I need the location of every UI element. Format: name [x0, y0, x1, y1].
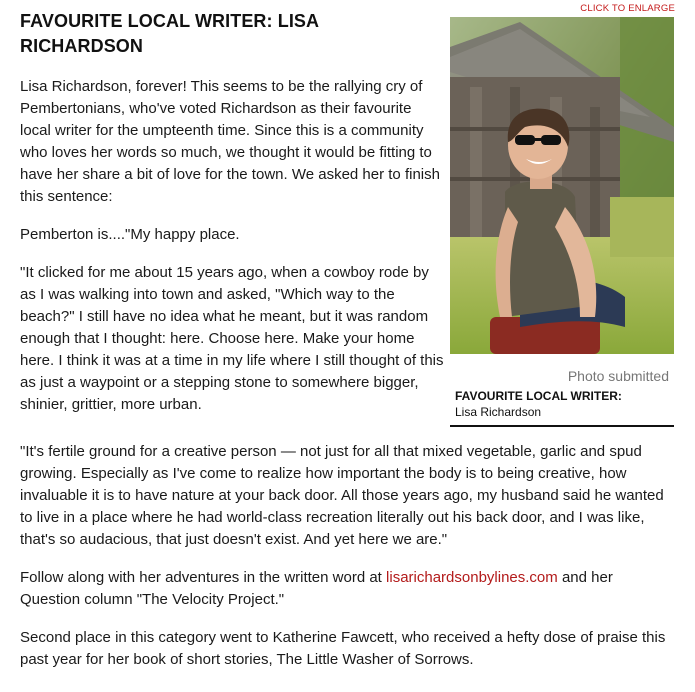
caption-title: FAVOURITE LOCAL WRITER:	[455, 389, 622, 403]
paragraph-intro: Lisa Richardson, forever! This seems to be the rallying cry of Pembertonians, who've voted Richardson as their favourite local writer for the umpteenth time. Since this is a community who loves her words so much, we thought it would be fitting to have her share a bit of love for the town. We asked her to finish this sentence:	[20, 78, 440, 205]
follow-along-text: Follow along with her adventures in the written word at	[20, 569, 387, 586]
article-figure	[450, 0, 675, 430]
article-headline: FAVOURITE LOCAL WRITER: LISA RICHARDSON	[20, 11, 319, 56]
paragraph-cowboy-quote: "It clicked for me about 15 years ago, when a cowboy rode by as I was walking into town and asked, "Which way to the beach?" I still have no idea what he meant, but it was random enough that I thought: here. Choose here. Make your home here. I think it was at a time in my life where I still thought of this as just a waypoint or a stepping stone to somewhere bigger, shinier, grittier, more urban.	[20, 264, 444, 413]
caption-divider	[450, 425, 674, 427]
caption-name: Lisa Richardson	[455, 405, 542, 419]
paragraph-follow-along	[20, 567, 675, 611]
paragraph-fertile-ground: "It's fertile ground for a creative person — not just for all that mixed vegetable, garlic and spud growing. Especially as I've come to realize how important the body is to being creative, how invaluable it is to have nature at your back door. All those years ago, my husband said he wanted to live in a place where he had world-class recreation literally out his back door, and I was like, that's so audacious, that just doesn't exist. And yet here we are."	[20, 443, 664, 548]
writer-photo[interactable]	[450, 17, 674, 354]
paragraph-second-place: Second place in this category went to Katherine Fawcett, who received a hefty dose of praise this past year for her book of short stories, The Little Washer of Sorrows.	[20, 629, 666, 668]
follow-along-text-end: and her Question column "The Velocity Project."	[20, 569, 613, 608]
paragraph-sentence: Pemberton is...."My happy place.	[20, 226, 240, 243]
writer-photo-image	[450, 17, 674, 354]
article-intro	[20, 76, 445, 432]
article-body	[20, 441, 675, 687]
website-link[interactable]: lisarichardsonbylines.com	[386, 569, 558, 586]
click-to-enlarge-link[interactable]: CLICK TO ENLARGE	[580, 3, 675, 14]
photo-credit: Photo submitted	[567, 368, 669, 384]
